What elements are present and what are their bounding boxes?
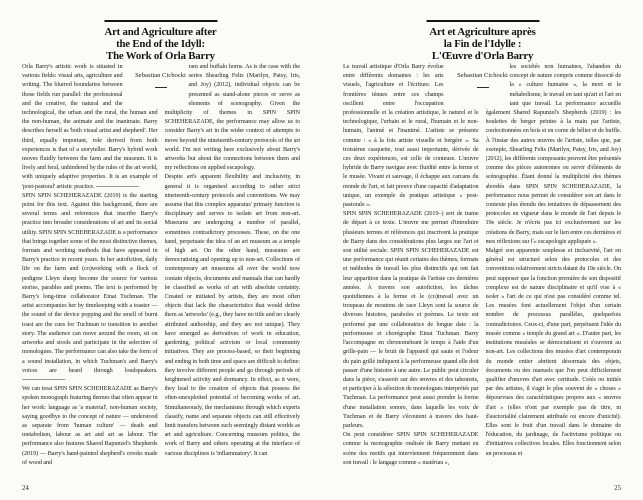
- page-body: [343, 62, 621, 476]
- paragraph: Orla Barry's artistic work is situated in various fields: visual arts, agriculture and writing. The blurred boundaries between those fields run parallel: the professional and the creative, the natural and the technological, the urban and the rural, the human and the non-human, the animate and the inanimate. Barry describes herself as 'both visual artist and shepherd'. Her third, equally important, role derived from both experiences is that of a storyteller. Barry's hybrid work moves fluidly between the farm and the museum. It is lively and feral, unhindered by the rules of the art world, with uniquely adaptive properties. It is an example of 'post-pastoral' artistic practice. ──────────: [22, 63, 158, 190]
- author-name: Sebastian Cichocki: [457, 72, 508, 79]
- byline-notch: [486, 62, 510, 100]
- title-rule: [104, 20, 217, 22]
- title-line-2: the End of the Idyll:: [116, 38, 205, 50]
- paragraph: Malgré son apparente souplesse et inclusivité, l'art en général est structuré selon des protocoles et des conventions relativement stricts datant du 19e siècle. On peut supposer que la fonction première de son dispositif complexe est de nature disciplinaire et qu'il vise à « isoler » l'art de ce qui n'est pas considéré comme tel. Les musées font actuellement l'objet d'un certain nombre de processus parallèles, quelquefois contradictoires. Ceux-ci, d'une part, perpétuent l'idée du musée comme « temple du grand art ». D'autre part, les institutions muséales se démocratisent et s'ouvrent au non-art. Les collections des musées d'art contemporain du monde entier abritent désormais des objets, documents ou des manuels que l'on peut difficilement qualifier d'œuvres d'art avec certitude. Créés ou initiés par des artistes, il s'agit le plus souvent de « choses » dépourvues des caractéristiques propres aux « œuvres d'art » (elles n'ont par exemple pas de titre, ni d'auctorialité clairement attribuée ou encore d'unicité). Elles sont le fruit d'un travail dans le domaine de l'éducation, du jardinage, de l'activisme politique ou d'initiatives collectives locales. Elles fonctionnent selon un processus et: [485, 247, 621, 457]
- paragraph: SPIN SPIN SCHEHERAZADE (2019) is the starting point for this text. Against this background, there are several terms and references that inscribe Barry's practice into broader considerations of art and its social utility. SPIN SPIN SCHEHERAZADE is a performance that brings together some of the most distinctive themes, formats and working methods that have appeared in Barry's practice in recent years. In her autofiction, daily life on the farm and (co)working with a flock of pedigree Lleyn sheep become the source for various stories, parables and poems. The text is performed by Barry's long-time collaborator Einat Tuchman. The artist accompanies her by timekeeping with a toaster — the sound of the device popping and the smell of burnt toast are the cues for Tuchman to transition to another story. The audience can move around the room, sit on artworks and stools and participate in the selection of monologues. The performance can also take the form of a sound installation, in which Tuchman's and Barry's voices are heard through loudspeakers. ──────────: [22, 191, 158, 383]
- text-column-2: [165, 62, 301, 476]
- title-line-1: Art et Agriculture après: [429, 26, 536, 38]
- page-title-french: [322, 26, 643, 62]
- paragraph: SPIN SPIN SCHEHERAZADE (2019–) sert de trame de départ à ce texte. L'œuvre me permet d'introduire plusieurs termes et références qui inscrivent la pratique de Barry dans des considérations plus larges sur l'art et son utilité sociale. SPIN SPIN SCHEHERAZADE est une performance qui réunit certains des thèmes, formats et méthodes de travail les plus distinctifs qui ont fait leur apparition dans la pratique de l'artiste ces dernières années. À travers son autofiction, les tâches quotidiennes à la ferme et le (co)travail avec un troupeau de moutons de race Lleyn sont la source de diverses histoires, paraboles et poèmes. Le texte est performé par une collaboratrice de longue date : la performeuse et chorégraphe Einat Tuchman. Barry l'accompagne en chronométrant le temps à l'aide d'un grille-pain — le bruit de l'appareil qui saute et l'odeur du pain grillé indiquent à la performeuse quand elle doit passer d'une histoire à une autre. Le public peut circuler dans la pièce, s'asseoir sur des œuvres et des tabourets, et participer à la sélection de monologues interprétés par Tuchman. La performance peut aussi prendre la forme d'une installation sonore, dans laquelle les voix de Tuchman et de Barry s'écoutent à travers des haut-parleurs.: [343, 210, 479, 429]
- paragraph: ram and buffalo horns. As is the case with the series Shearling Felts (Marilyn, Patsy, Iris, and Joy) (2012), individual objects can be presented as stand-alone pieces or serve as elements of scenography. Given the multiplicity of themes in SPIN SPIN SCHEHERAZADE, the performance may allow us to consider Barry's art in the wider context of attempts to move beyond the nineteenth-century protocols of the art world. I'm not writing here exclusively about Barry's artworks but about the connections between them and my reflections on applied escapology.: [164, 63, 300, 172]
- byline-notch: [444, 62, 479, 100]
- text-column-2: [486, 62, 622, 476]
- title-line-3: L'Œuvre d'Orla Barry: [431, 50, 534, 62]
- text-column-1: [22, 62, 158, 476]
- page-right-french: [322, 0, 643, 500]
- text-column-1: [343, 62, 479, 476]
- page-left-english: [0, 0, 321, 500]
- paragraph: Despite art's apparent flexibility and inclusivity, in general it is organised according to rather strict nineteenth-century protocols and conventions. We may assume that this complex apparatus' primary function is disciplinary and serves to isolate art from non-art. Museums are undergoing a number of parallel, sometimes contradictory processes. These, on the one hand, perpetuate the idea of an art museum as a temple of high art. On the other hand, museums are democratising and opening up to non-art. Collections of contemporary art museums all over the world now contain objects, documents and manuals that can hardly be classified as works of art with absolute certainty. Created or initiated by artists, they are most often objects that lack the characteristics that would define them as 'artworks' (e.g., they have no title and no clearly attributed authorship, and they are not unique). They have emerged as derivatives of work in education, gardening, political activism or local community initiatives. They are process-based, so their beginning and ending in both time and space are difficult to define: they involve different people and go through periods of heightened activity and dormancy. In effect, as it were, they lead to the creation of objects that possess the often-unexploited potential of becoming works of art. Simultaneously, the mechanisms through which experts classify, name and separate objects can still effectively limit transfers between such seemingly distant worlds as art and agriculture. Concerning museum politics, the work of Barry and others operating at the interface of various disciplines is 'inflammatory'. It can: [164, 173, 300, 457]
- page-number-left: 24: [22, 485, 29, 492]
- title-line-3: The Work of Orla Barry: [106, 50, 215, 62]
- author-name: Sebastian Cichocki: [135, 72, 186, 79]
- page-title-english: [0, 26, 321, 62]
- paragraph: On peut considérer SPIN SPIN SCHEHERAZADE comme la monographie oralisée de Barry mettant en scène des motifs qui interviennent fréquemment dans son travail : le langage comme « matériau »,: [343, 431, 479, 466]
- paragraph: Le travail artistique d'Orla Barry évolue entre différents domaines : les arts visuels, l'agriculture et l'écriture. Les frontières ténues entre ces champs oscillent entre l'occupation professionnelle et la création artistique, le naturel et le technologique, l'urbain et le rural, l'humain et le non-humain, l'animé et l'inanimé. L'artiste se présente comme : « à la fois artiste visuelle et bergère ». Sa troisième casquette, tout aussi importante, dérivée de ces deux expériences, est celle de conteuse. L'œuvre hybride de Barry navigue avec fluidité entre la ferme et le musée. Vivant et sauvage, il échappe aux carcans du monde de l'art, et fait preuve d'une capacité d'adaptation unique, un exemple de pratique artistique « post-pastorale ».: [343, 63, 479, 209]
- page-body: [22, 62, 300, 476]
- paragraph: les sociétés non humaines, l'abandon du concept de nature compris comme dissocié de la « culture humaine », la mort et le métabolisme, le travail en tant qu'art et l'art en tant que travail. La performance accueille également Shared Rapunzel's Shepherds (2019) : les houlettes de berger peintes à la main par l'artiste, confectionnées en bois et en corne de bélier et de buffle. À l'instar des autres œuvres de l'artiste, telles que, par exemple, Shearling Felts (Marilyn, Patsy, Iris, and Joy) (2012), les différents composants peuvent être présentés comme des pièces autonomes ou servir d'éléments de scénographie. Étant donné la multiplicité des thèmes abordés dans SPIN SPIN SCHEHERAZADE, la performance nous permet de considérer son art dans le contexte plus étendu des tentatives de dépassement des protocoles en vigueur dans le monde de l'art depuis le 19e siècle. Je n'écris pas ici exclusivement sur les créations de Barry, mais sur le lien entre ces dernières et mes réflexions sur l'« escapologie appliquée ».: [485, 63, 621, 245]
- byline-notch: [123, 62, 158, 100]
- paragraph: We can treat SPIN SPIN SCHEHERAZADE as Barry's spoken monograph featuring themes that often appear in her work: language as 'a material', non-human society, saying goodbye to the concept of nature — understood as separate from 'human culture' — death and metabolism, labour as art and art as labour. The performance also features Shared Rapunzel's Shepherds (2019) — Barry's hand-painted shepherd's crooks made of wood and: [22, 385, 158, 466]
- page-number-right: 25: [614, 485, 621, 492]
- title-line-1: Art and Agriculture after: [104, 26, 217, 38]
- byline-notch: [165, 62, 189, 100]
- title-rule: [426, 20, 539, 22]
- title-line-2: la Fin de l'Idylle :: [443, 38, 522, 50]
